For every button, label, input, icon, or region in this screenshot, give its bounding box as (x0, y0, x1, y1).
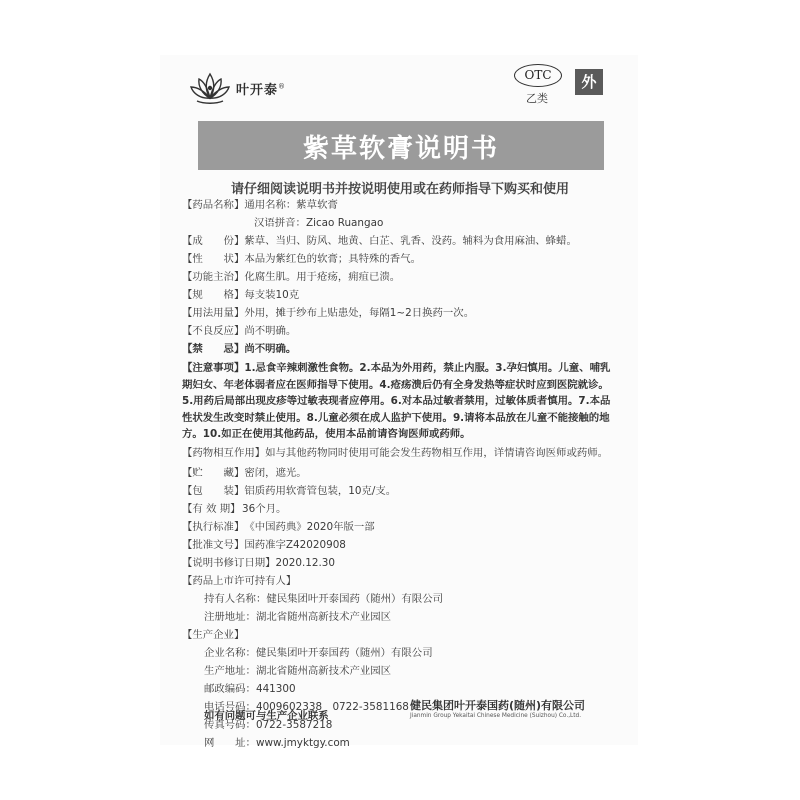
otc-class-label: 乙类 (526, 92, 548, 105)
field-validity (182, 500, 612, 518)
contact-note: 如有问题可与生产企业联系 (204, 710, 329, 722)
field-approval (182, 536, 612, 554)
maker-name: 企业名称：健民集团叶开泰国药（随州）有限公司 (204, 647, 433, 659)
ingredients-value: 紫草、当归、防风、地黄、白芷、乳香、没药。辅料为食用麻油、蜂蜡。 (244, 235, 577, 247)
maker-label: 【生产企业】 (182, 629, 245, 641)
traits-label: 【性 状】 (182, 253, 245, 265)
approval-value: 国药准字Z42020908 (244, 539, 346, 551)
field-website (182, 734, 612, 752)
field-function (182, 268, 612, 286)
usage-label: 【用法用量】 (182, 307, 245, 319)
usage-value: 外用，摊于纱布上贴患处，每隔1~2日换药一次。 (244, 307, 475, 319)
fax: 传真号码：0722-3587218 (204, 719, 333, 731)
field-pinyin (182, 214, 612, 232)
spec-value: 每支装10克 (244, 289, 300, 301)
field-notes (182, 360, 612, 443)
maker-address: 生产地址：湖北省随州高新技术产业园区 (204, 665, 392, 677)
otc-badge: OTC (514, 64, 562, 87)
postcode: 邮政编码：441300 (204, 683, 296, 695)
title-banner (198, 121, 604, 170)
notes-value: 1.忌食辛辣刺激性食物。2.本品为外用药，禁止内服。3.孕妇慎用。儿童、哺乳期妇女、年老体弱者应在医师指导下使用。4.疮疡溃后仍有全身发热等症状时应到医院就诊。5.用药后局部出现皮疹等过敏表现者应停用。6.对本品过敏者禁用，过敏体质者慎用。7.本品性状发生改变时禁止使用。8.儿童必须在成人监护下使用。9.请将本品放在儿童不能接触的地方。10.如正在使用其他药品，使用本品前请咨询医师或药师。 (182, 362, 611, 440)
field-revision (182, 554, 612, 572)
field-maker-heading (182, 626, 612, 644)
field-adverse (182, 322, 612, 340)
storage-label: 【贮 藏】 (182, 467, 245, 479)
holder-label: 【药品上市许可持有人】 (182, 575, 297, 587)
field-interaction (182, 445, 612, 462)
ingredients-label: 【成 份】 (182, 235, 245, 247)
holder-address: 注册地址：湖北省随州高新技术产业园区 (204, 611, 392, 623)
field-usage (182, 304, 612, 322)
interaction-value: 如与其他药物同时使用可能会发生药物相互作用，详情请咨询医师或药师。 (265, 446, 609, 459)
field-contraindications (182, 340, 612, 358)
field-holder-name (182, 590, 612, 608)
field-maker-address (182, 662, 612, 680)
adverse-value: 尚不明确。 (244, 325, 297, 337)
field-ingredients (182, 232, 612, 250)
validity-label: 【有 效 期】 (182, 503, 241, 515)
contra-value: 尚不明确。 (244, 343, 297, 355)
field-spec (182, 286, 612, 304)
spec-label: 【规 格】 (182, 289, 245, 301)
revision-value: 2020.12.30 (275, 557, 336, 569)
function-label: 【功能主治】 (182, 271, 245, 283)
field-name (182, 196, 612, 214)
storage-value: 密闭，遮光。 (244, 467, 307, 479)
standard-label: 【执行标准】 (182, 521, 245, 533)
traits-value: 本品为紫红色的软膏；具特殊的香气。 (244, 253, 421, 265)
brand-name: 叶开泰® (236, 82, 287, 98)
common-name: 通用名称：紫草软膏 (244, 199, 338, 211)
field-postcode (182, 680, 612, 698)
external-use-badge: 外 (575, 69, 603, 95)
package-value: 铝质药用软膏管包装，10克/支。 (244, 485, 397, 497)
pinyin-name: 汉语拼音：Zicao Ruangao (254, 217, 384, 229)
phone: 电话号码：4009602338 0722-3581168 (204, 701, 409, 713)
reading-warning: 请仔细阅读说明书并按说明使用或在药师指导下购买和使用 (230, 182, 569, 197)
document-title: 紫草软膏说明书 (302, 134, 499, 164)
field-holder-heading (182, 572, 612, 590)
field-traits (182, 250, 612, 268)
approval-label: 【批准文号】 (182, 539, 245, 551)
contra-label: 【禁 忌】 (182, 343, 245, 355)
interaction-label: 【药物相互作用】 (182, 446, 266, 459)
package-label: 【包 装】 (182, 485, 245, 497)
field-storage (182, 464, 612, 482)
adverse-label: 【不良反应】 (182, 325, 245, 337)
lotus-logo-icon (188, 68, 232, 108)
standard-value: 《中国药典》2020年版一部 (244, 521, 375, 533)
footer-company-cn: 健民集团叶开泰国药(随州)有限公司 (410, 699, 586, 712)
field-maker-name (182, 644, 612, 662)
function-value: 化腐生肌。用于疮疡，痈疽已溃。 (244, 271, 401, 283)
field-holder-address (182, 608, 612, 626)
holder-name: 持有人名称：健民集团叶开泰国药（随州）有限公司 (204, 593, 443, 605)
website: 网 址：www.jmyktgy.com (204, 737, 350, 749)
field-package (182, 482, 612, 500)
name-label: 【药品名称】 (182, 199, 245, 211)
validity-value: 36个月。 (242, 503, 287, 515)
footer-company-en: Jianmin Group Yekaitai Chinese Medicine (Suizhou) Co.,Ltd. (410, 713, 582, 719)
brand-logo (188, 68, 286, 108)
revision-label: 【说明书修订日期】 (182, 557, 276, 569)
field-standard (182, 518, 612, 536)
notes-label: 【注意事项】 (182, 362, 245, 374)
leaflet-fields (182, 196, 612, 752)
